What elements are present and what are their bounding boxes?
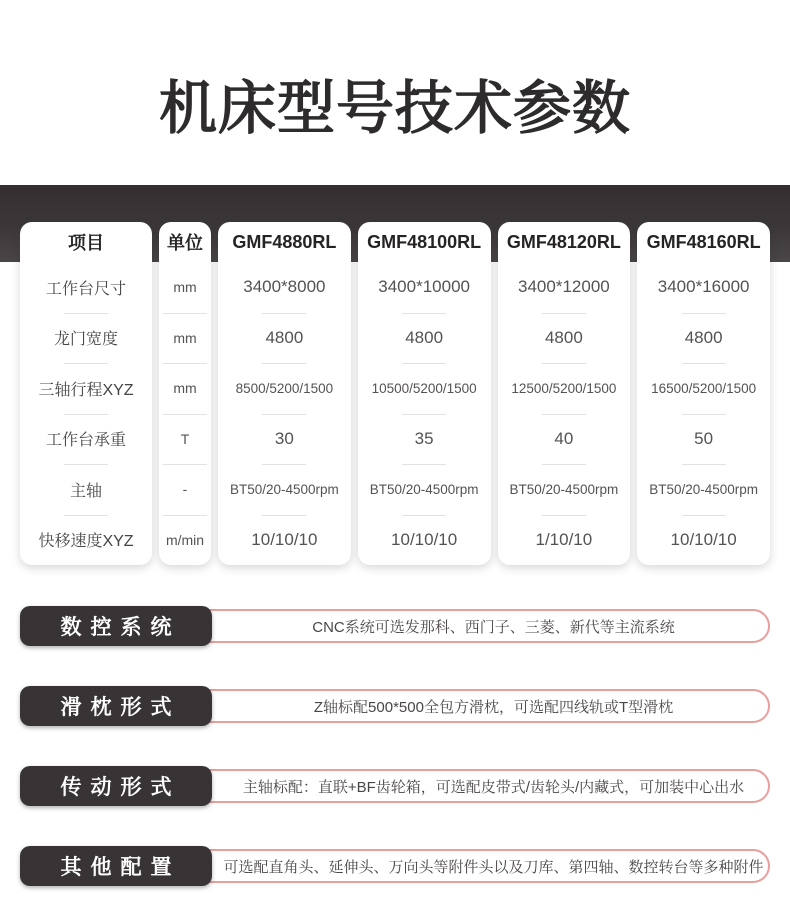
section-text: 主轴标配：直联+BF齿轮箱，可选配皮带式/齿轮头/内藏式，可加装中心出水 xyxy=(32,769,770,803)
spec-cell: 工作台尺寸 xyxy=(45,280,126,298)
spec-cell: T xyxy=(159,414,211,465)
column-header-5: GMF48160RL xyxy=(646,231,761,252)
section-label: 其他配置 xyxy=(20,846,212,886)
spec-cell: 工作台承重 xyxy=(20,414,152,465)
spec-cell: mm xyxy=(159,363,211,414)
column-header-1: 单位 xyxy=(167,233,203,253)
spec-cell: 35 xyxy=(358,414,491,465)
spec-cell: m/min xyxy=(159,515,211,566)
spec-cell: BT50/20-4500rpm xyxy=(358,464,491,515)
spec-cell: BT50/20-4500rpm xyxy=(498,464,631,515)
spec-column-card xyxy=(358,222,491,565)
column-header-4: GMF48120RL xyxy=(506,231,621,252)
column-header-2: GMF4880RL xyxy=(232,231,337,252)
spec-cell: 16500/5200/1500 xyxy=(637,363,770,414)
feature-section xyxy=(0,766,790,806)
spec-cell: 3400*8000 xyxy=(243,277,326,297)
spec-cell: 3400*12000 xyxy=(518,277,610,297)
spec-cell: 50 xyxy=(637,414,770,465)
spec-cell: 3400*10000 xyxy=(378,277,470,297)
spec-cell: BT50/20-4500rpm xyxy=(218,464,351,515)
section-text: CNC系统可选发那科、西门子、三菱、新代等主流系统 xyxy=(32,609,770,643)
spec-cell: 40 xyxy=(498,414,631,465)
spec-cell: 4800 xyxy=(358,313,491,364)
spec-cell: 1/10/10 xyxy=(498,515,631,566)
section-text: 可选配直角头、延伸头、万向头等附件头以及刀库、第四轴、数控转台等多种附件 xyxy=(32,849,770,883)
feature-sections xyxy=(0,606,790,918)
spec-cell: - xyxy=(159,464,211,515)
spec-cell: 30 xyxy=(218,414,351,465)
column-header-3: GMF48100RL xyxy=(367,231,482,252)
spec-cell: 10/10/10 xyxy=(218,515,351,566)
spec-cell: 4800 xyxy=(218,313,351,364)
spec-cell: 龙门宽度 xyxy=(20,313,152,364)
spec-cell: 10500/5200/1500 xyxy=(358,363,491,414)
section-label: 数控系统 xyxy=(20,606,212,646)
page-title: 机床型号技术参数 xyxy=(158,76,631,141)
spec-column-card xyxy=(159,222,211,565)
spec-cell: 12500/5200/1500 xyxy=(498,363,631,414)
spec-cell: 10/10/10 xyxy=(637,515,770,566)
spec-column-card xyxy=(218,222,351,565)
spec-cell: 4800 xyxy=(637,313,770,364)
spec-cell: 8500/5200/1500 xyxy=(218,363,351,414)
spec-cell: 主轴 xyxy=(20,464,152,515)
spec-cell: 快移速度XYZ xyxy=(20,515,152,566)
spec-cell: mm xyxy=(173,279,197,296)
spec-cell: 3400*16000 xyxy=(657,277,750,297)
feature-section xyxy=(0,606,790,646)
spec-cell: 10/10/10 xyxy=(358,515,491,566)
feature-section xyxy=(0,686,790,726)
spec-cell: 三轴行程XYZ xyxy=(20,363,152,414)
spec-cell: 4800 xyxy=(498,313,631,364)
section-label: 滑枕形式 xyxy=(20,686,212,726)
feature-section xyxy=(0,846,790,886)
section-label: 传动形式 xyxy=(20,766,212,806)
section-text: Z轴标配500*500全包方滑枕，可选配四线轨或T型滑枕 xyxy=(32,689,770,723)
spec-table xyxy=(20,222,770,565)
spec-cell: mm xyxy=(159,313,211,364)
spec-column-card xyxy=(20,222,152,565)
spec-column-card xyxy=(498,222,631,565)
spec-column-card xyxy=(637,222,770,565)
column-header-0: 项目 xyxy=(68,233,104,253)
spec-cell: BT50/20-4500rpm xyxy=(637,464,770,515)
